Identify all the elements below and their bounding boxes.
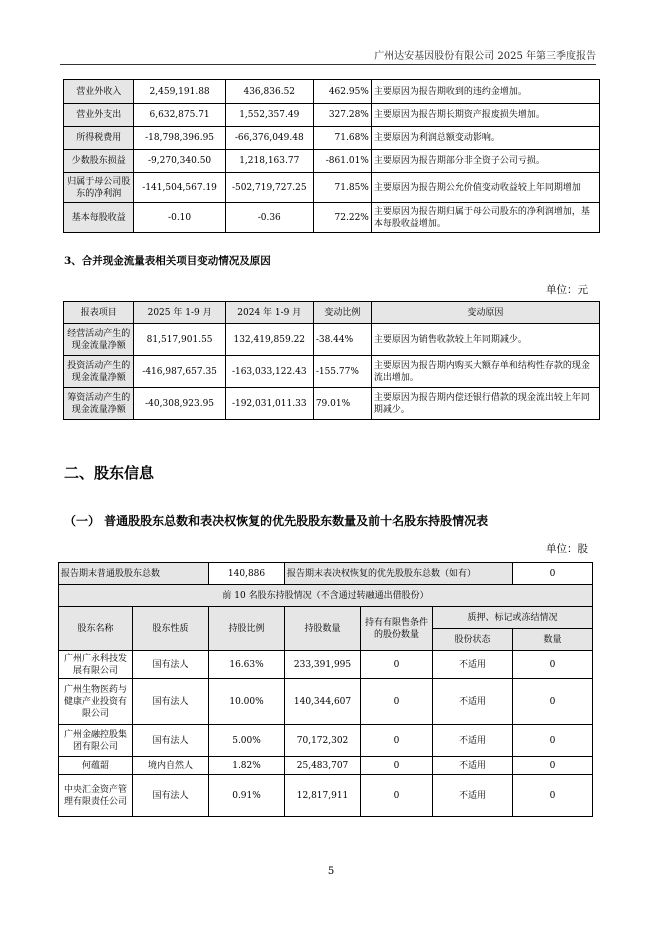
shareholder-table [58,562,593,817]
holder-shares: 233,391,995 [285,651,361,679]
col-pledge-group: 质押、标记或冻结情况 [433,607,593,629]
row-prior: -502,719,727.25 [225,173,313,203]
row-prior: -163,033,122.43 [225,356,313,388]
row-current: 81,517,901.55 [134,324,225,356]
holder-ratio: 0.91% [209,775,285,817]
holder-restricted: 0 [361,757,433,775]
income-row [64,173,600,203]
holder-pledge-status: 不适用 [433,679,513,725]
holder-restricted: 0 [361,679,433,725]
income-row [64,127,600,150]
shareholder-row [59,725,593,757]
shareholder-row [59,757,593,775]
col-pledge-qty: 数量 [513,629,593,651]
holder-nature: 境内自然人 [133,757,209,775]
row-reason: 主要原因为报告期内购买大额存单和结构性存款的现金流出增加。 [371,356,599,388]
holder-name: 广州生物医药与健康产业投资有限公司 [59,679,133,725]
col-holder-ratio: 持股比例 [209,607,285,651]
row-reason: 主要原因为销售收款较上年同期减少。 [371,324,599,356]
holder-restricted: 0 [361,725,433,757]
income-row [64,104,600,127]
row-current: 2,459,191.88 [134,80,225,104]
page-number: 5 [327,866,335,877]
col-current: 2025 年 1-9 月 [134,302,225,324]
income-row [64,203,600,233]
page-header: 广州达安基因股份有限公司 2025 年第三季度报告 [374,51,596,62]
cashflow-change-table [63,301,600,420]
row-ratio: 327.28% [313,104,371,127]
cashflow-row [64,356,600,388]
row-prior: 436,836.52 [225,80,313,104]
summary-row [59,563,593,585]
row-current: -18,798,396.95 [134,127,225,150]
row-reason: 主要原因为利润总额变动影响。 [371,127,599,150]
holder-shares: 140,344,607 [285,679,361,725]
holder-pledge-status: 不适用 [433,775,513,817]
holder-name: 广州金融控股集团有限公司 [59,725,133,757]
row-current: -141,504,567.19 [134,173,225,203]
row-item: 营业外支出 [64,104,134,127]
holder-nature: 国有法人 [133,775,209,817]
row-reason: 主要原因为报告期内偿还银行借款的现金流出较上年同期减少。 [371,388,599,420]
shareholder-subtitle: （一） 普通股股东总数和表决权恢复的优先股股东数量及前十名股东持股情况表 [64,514,489,528]
row-reason: 主要原因为报告期公允价值变动收益较上年同期增加 [371,173,599,203]
holder-nature: 国有法人 [133,725,209,757]
col-ratio: 变动比例 [313,302,371,324]
row-prior: 1,218,163.77 [225,150,313,173]
holder-pledge-qty: 0 [513,757,593,775]
holder-restricted: 0 [361,775,433,817]
row-ratio: 71.68% [313,127,371,150]
holder-pledge-qty: 0 [513,775,593,817]
row-reason: 主要原因为报告期归属于母公司股东的净利润增加，基本每股收益增加。 [371,203,599,233]
income-change-table [63,79,600,233]
row-prior: -192,031,011.33 [225,388,313,420]
row-current: 6,632,875.71 [134,104,225,127]
section-3-title: 3、合并现金流量表相关项目变动情况及原因 [64,255,271,267]
row-item: 所得税费用 [64,127,134,150]
row-ratio: -861.01% [313,150,371,173]
section-2-title: 二、股东信息 [64,464,155,482]
top10-caption-row [59,585,593,607]
row-ratio: 72.22% [313,203,371,233]
holder-pledge-status: 不适用 [433,651,513,679]
holder-header-row-1 [59,607,593,629]
row-item: 营业外收入 [64,80,134,104]
holder-shares: 70,172,302 [285,725,361,757]
total-holders-label: 报告期末普通股股东总数 [59,563,209,585]
col-holder-nature: 股东性质 [133,607,209,651]
unit-label-shares: 单位：股 [546,543,588,555]
row-ratio: 79.01% [313,388,371,420]
cashflow-row [64,388,600,420]
holder-name: 何蕴韶 [59,757,133,775]
row-item: 少数股东损益 [64,150,134,173]
income-row [64,150,600,173]
holder-pledge-qty: 0 [513,679,593,725]
row-ratio: -38.44% [313,324,371,356]
holder-ratio: 1.82% [209,757,285,775]
col-prior: 2024 年 1-9 月 [225,302,313,324]
shareholder-row [59,775,593,817]
row-current: -416,987,657.35 [134,356,225,388]
row-item: 经营活动产生的现金流量净额 [64,324,134,356]
top10-caption: 前 10 名股东持股情况（不含通过转融通出借股份） [59,585,593,607]
row-prior: 132,419,859.22 [225,324,313,356]
row-item: 归属于母公司股东的净利润 [64,173,134,203]
row-ratio: 462.95% [313,80,371,104]
holder-ratio: 16.63% [209,651,285,679]
col-holder-restricted: 持有有限售条件的股份数量 [361,607,433,651]
holder-pledge-status: 不适用 [433,757,513,775]
row-prior: 1,552,357.49 [225,104,313,127]
income-row [64,80,600,104]
row-item: 基本每股收益 [64,203,134,233]
col-holder-shares: 持股数量 [285,607,361,651]
row-prior: -66,376,049.48 [225,127,313,150]
holder-shares: 25,483,707 [285,757,361,775]
holder-nature: 国有法人 [133,651,209,679]
holder-nature: 国有法人 [133,679,209,725]
col-holder-name: 股东名称 [59,607,133,651]
holder-name: 广州广永科技发展有限公司 [59,651,133,679]
row-item: 投资活动产生的现金流量净额 [64,356,134,388]
col-reason: 变动原因 [371,302,599,324]
row-current: -40,308,923.95 [134,388,225,420]
row-prior: -0.36 [225,203,313,233]
row-reason: 主要原因为报告期长期资产报废损失增加。 [371,104,599,127]
holder-shares: 12,817,911 [285,775,361,817]
total-holders-value: 140,886 [209,563,285,585]
unit-label-yuan: 单位：元 [546,284,588,296]
row-reason: 主要原因为报告期收到的违约金增加。 [371,80,599,104]
holder-pledge-qty: 0 [513,725,593,757]
holder-name: 中央汇金资产管理有限责任公司 [59,775,133,817]
shareholder-row [59,651,593,679]
pref-holders-value: 0 [513,563,593,585]
row-current: -9,270,340.50 [134,150,225,173]
header-rule [60,64,596,65]
cashflow-header-row [64,302,600,324]
cashflow-row [64,324,600,356]
holder-pledge-qty: 0 [513,651,593,679]
row-current: -0.10 [134,203,225,233]
row-item: 筹资活动产生的现金流量净额 [64,388,134,420]
pref-holders-label: 报告期末表决权恢复的优先股股东总数（如有） [285,563,513,585]
holder-ratio: 5.00% [209,725,285,757]
col-pledge-status: 股份状态 [433,629,513,651]
shareholder-row [59,679,593,725]
holder-restricted: 0 [361,651,433,679]
holder-ratio: 10.00% [209,679,285,725]
row-ratio: 71.85% [313,173,371,203]
col-item: 报表项目 [64,302,134,324]
row-ratio: -155.77% [313,356,371,388]
holder-pledge-status: 不适用 [433,725,513,757]
row-reason: 主要原因为报告期部分非全资子公司亏损。 [371,150,599,173]
